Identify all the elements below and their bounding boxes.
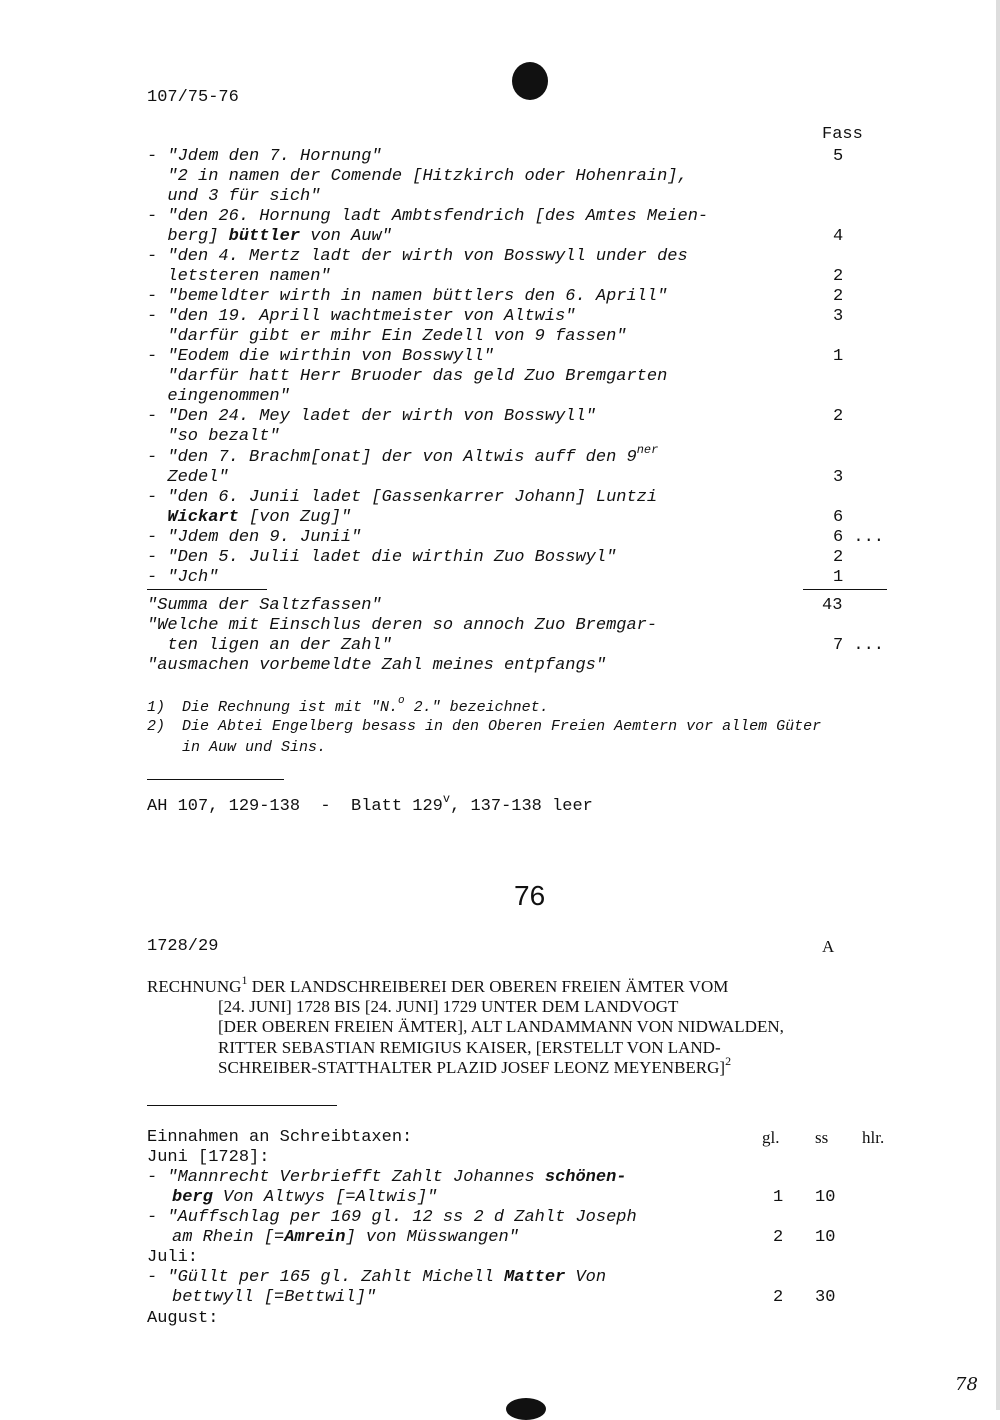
name-buettler: büttler [228,227,301,246]
superscript-ner: ner [636,443,659,457]
entry-value: 6 ... [833,528,885,547]
source-rule [147,779,284,780]
month-juli: Juli: [147,1248,199,1267]
footnote-1-text: Die Rechnung ist mit "N. [182,699,399,716]
entry-value: 5 [833,147,844,166]
handwritten-page-mark: 78 [955,1374,978,1395]
footnote-1 [182,695,549,719]
entry-value: 2 [833,287,844,306]
entry-line: Zedel" [147,468,229,487]
entry-value: 1 [833,568,844,587]
footnote-1-sup: o [398,695,405,707]
entry-line: - "den 26. Hornung ladt Ambtsfendrich [des Amtes Meien- [147,207,709,226]
source-text-end: , 137-138 leer [450,797,593,816]
entry-line-tail: von Auw" [300,227,392,246]
income-line [172,1228,519,1248]
title-line: RITTER SEBASTIAN REMIGIUS KAISER, [ERSTELLT VON LAND- [218,1038,721,1057]
income-line [147,1268,606,1288]
title-text-end: DER LANDSCHREIBEREI DER OBEREN FREIEN ÄMTER VOM [247,977,729,996]
source-sup: v [442,792,451,806]
income-text: Von Altwys [=Altwis]" [212,1188,438,1207]
col-gl: gl. [762,1128,780,1147]
footnote-2-line: Die Abtei Engelberg besass in den Oberen Freien Aemtern vor allem Güter [182,718,822,735]
entry-value: 6 [833,508,844,527]
title-text: SCHREIBER-STATTHALTER PLAZID JOSEF LEONZ MEYENBERG] [218,1058,726,1077]
entry-value: 2 [833,267,844,286]
fass-column-label: Fass [822,125,863,144]
entry-line: - "Den 5. Julii ladet die wirthin Zuo Bosswyl" [147,548,617,567]
entry-line-composite [147,508,351,528]
col-ss: ss [815,1128,829,1147]
entry-value: 3 [833,307,844,326]
entry-line: - "den 7. Brachm[onat] der von Altwis auff den 9 [147,448,637,467]
income-gl: 2 [773,1228,784,1247]
income-line: - "Auffschlag per 169 gl. 12 ss 2 d Zahlt Joseph [147,1208,637,1227]
income-line [172,1188,437,1208]
entry-line: - "Jch" [147,568,219,587]
entry-line: - "den 6. Junii ladet [Gassenkarrer Johann] Luntzi [147,488,658,507]
income-rule [147,1105,337,1106]
entry-line: eingenommen" [147,387,290,406]
punch-hole-bottom [506,1398,546,1420]
entry-value: 1 [833,347,844,366]
entry-line: "so bezalt" [147,427,280,446]
title-line: [24. JUNI] 1728 BIS [24. JUNI] 1729 UNTER DEM LANDVOGT [218,997,679,1016]
entry-line: - "den 19. Aprill wachtmeister von Altwis" [147,307,576,326]
month-juni: Juni [1728]: [147,1148,270,1167]
sum-rule-right [803,589,887,590]
page-number: 76 [514,880,546,911]
document-letter: A [822,937,835,956]
name-wickart: Wickart [167,508,239,527]
footnote-number: 1) [147,699,166,716]
income-text: am Rhein [= [172,1228,285,1247]
entry-line: "2 in namen der Comende [Hitzkirch oder Hohenrain], [147,167,688,186]
entry-line-tail: [von Zug]" [238,508,352,527]
title-sup: 1 [241,973,248,987]
entry-value: 4 [833,227,844,246]
welche-line: "Welche mit Einschlus deren so annoch Zuo Bremgar- [147,616,658,635]
footnote-number: 2) [147,718,166,735]
income-line: bettwyll [=Bettwil]" [172,1288,377,1307]
entry-line: - "bemeldter wirth in namen büttlers den 6. Aprill" [147,287,668,306]
income-gl: 1 [773,1188,784,1207]
name-amrein: Amrein [284,1228,346,1247]
summa-line: "Summa der Saltzfassen" [147,596,382,615]
source-text: AH 107, 129-138 - Blatt 129 [147,797,443,816]
title-text: RECHNUNG [147,977,242,996]
entry-value: 2 [833,548,844,567]
document-year: 1728/29 [147,937,219,956]
col-hlr: hlr. [862,1128,885,1147]
income-line [147,1168,627,1188]
entry-line: - "Den 24. Mey ladet der wirth von Bosswyll" [147,407,596,426]
income-ss: 30 [815,1288,836,1307]
entry-line-composite [147,227,392,247]
welche-value: 7 ... [833,636,885,655]
document-reference: 107/75-76 [147,88,239,107]
entry-value: 2 [833,407,844,426]
ausmachen-line: "ausmachen vorbemeldte Zahl meines entpfangs" [147,656,607,675]
entry-line: und 3 für sich" [147,187,321,206]
summa-value: 43 [822,596,843,615]
income-gl: 2 [773,1288,784,1307]
name-matter: Matter [504,1268,566,1287]
income-ss: 10 [815,1188,836,1207]
entry-line: - "Jdem den 9. Junii" [147,528,362,547]
punch-hole-top [512,62,548,100]
title-line: [DER OBEREN FREIEN ÄMTER], ALT LANDAMMANN VON NIDWALDEN, [218,1017,784,1036]
name-schoenenberg: schönen- [544,1168,627,1187]
entry-line: "darfür hatt Herr Bruoder das geld Zuo Bremgarten [147,367,668,386]
income-text-end: ] von Müsswangen" [345,1228,519,1247]
entry-value: 3 [833,468,844,487]
entry-line: - "Eodem die wirthin von Bosswyll" [147,347,494,366]
title-line [147,973,729,998]
entry-line: "darfür gibt er mihr Ein Zedell von 9 fassen" [147,327,627,346]
month-august: August: [147,1309,219,1328]
title-sup: 2 [725,1054,732,1068]
income-heading: Einnahmen an Schreibtaxen: [147,1128,413,1147]
welche-line: ten ligen an der Zahl" [147,636,392,655]
name-schoenenberg-end: berg [172,1188,213,1207]
income-ss: 10 [815,1228,836,1247]
entry-line-composite [147,443,659,468]
entry-line: berg] [147,227,229,246]
title-line [218,1054,732,1079]
entry-line: - "Jdem den 7. Hornung" [147,147,382,166]
income-text: - "Mannrecht Verbriefft Zahlt Johannes [147,1168,545,1187]
page-edge-right [996,0,1000,1410]
entry-line: letsteren namen" [147,267,331,286]
sum-rule-left [147,589,267,590]
footnote-2-line: in Auw und Sins. [182,739,327,756]
income-text: - "Güllt per 165 gl. Zahlt Michell [147,1268,505,1287]
source-line [147,792,593,817]
income-text-end: Von [565,1268,607,1287]
footnote-1-text-end: 2." bezeichnet. [404,699,549,716]
entry-line: - "den 4. Mertz ladt der wirth von Bosswyll under des [147,247,688,266]
